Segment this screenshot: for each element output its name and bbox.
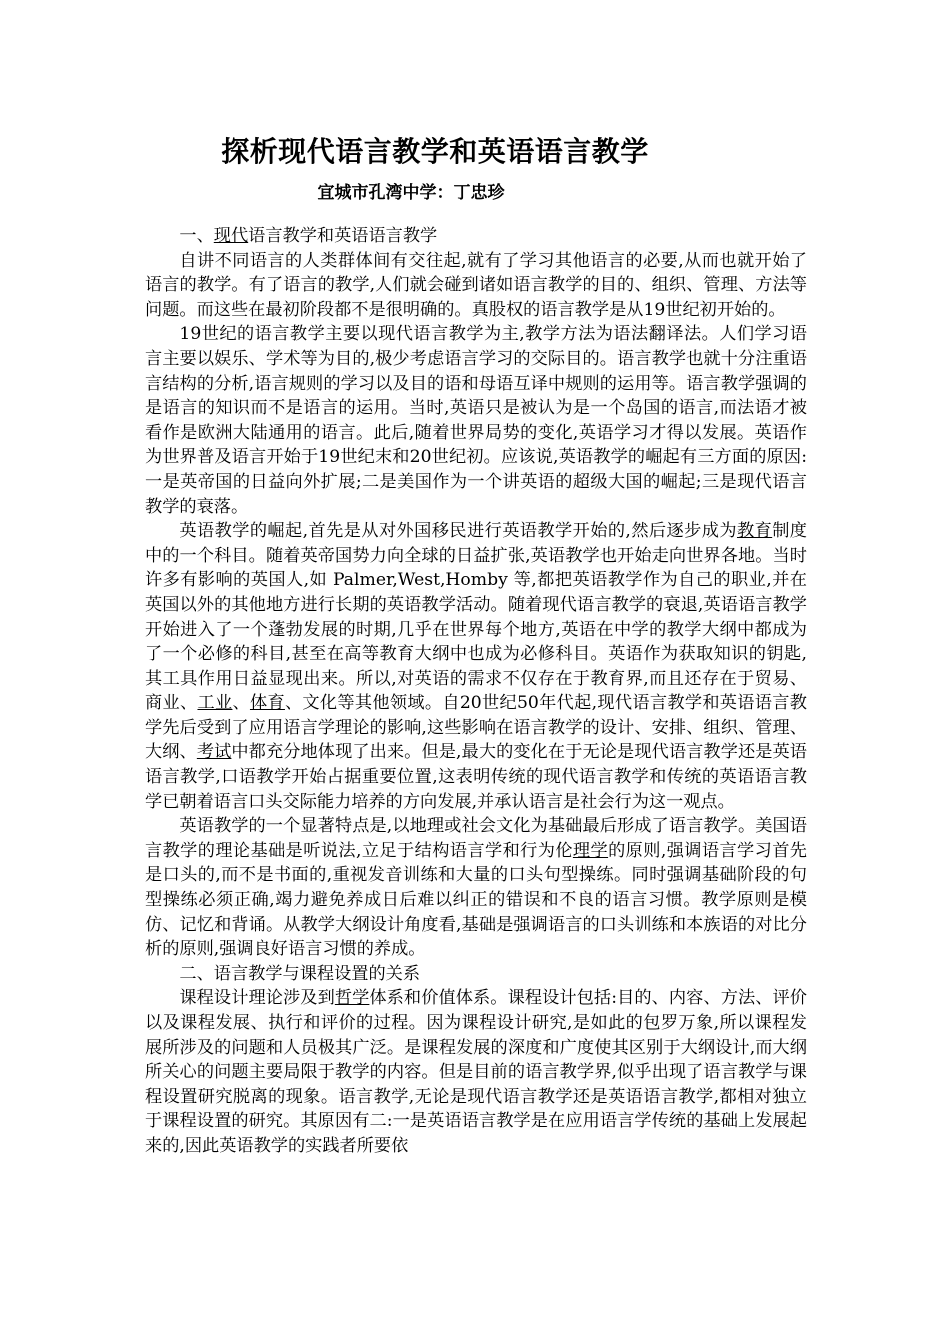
p4-text-b: 的原则,强调语言学习首先是口头的,而不是书面的,重视发音训练和大量的口头句型操练。同时强调基础阶段的句型操练必须正确,竭力避免养成日后难以纠正的错误和不良的语言习惯。教学原则是模仿、记忆和背诵。从教学大纲设计角度看,基础是强调语言的口头训练和本族语的对比分析的原则,强调良好语言习惯的养成。 xyxy=(145,840,807,960)
link-lixue[interactable]: 理学 xyxy=(572,840,609,861)
heading-1-prefix: 一、 xyxy=(179,226,214,246)
section-heading-2: 二、语言教学与课程设置的关系 xyxy=(179,963,421,984)
paragraph-1: 自讲不同语言的人类群体间有交往起,就有了学习其他语言的必要,从而也就开始了语言的教学。有了语言的教学,人们就会碰到诸如语言教学的目的、组织、管理、方法等问题。而这些在最初阶段都不是很明确的。真股权的语言教学是从19世纪初开始的。 xyxy=(145,250,807,320)
paragraph-3 xyxy=(145,519,807,814)
p4-text-a: 英语教学的一个显著特点是,以地理或社会文化为基础最后形成了语言教学。美国语言教学的理论基础是听说法,立足于结构语言学和行为伦 xyxy=(145,816,807,861)
link-kaoshi[interactable]: 考试 xyxy=(196,742,232,763)
link-xiandai[interactable]: 现代 xyxy=(213,226,249,246)
p3-text-e: 中都充分地体现了出来。但是,最大的变化在于无论是现代语言教学还是英语语言教学,口语教学开始占据重要位置,这表明传统的现代语言教学和传统的英语语言教学已朝着语言口头交际能力培养的方向发展,并承认语言是社会行为这一观点。 xyxy=(145,742,807,812)
document-body xyxy=(145,224,807,1159)
link-tiyu[interactable]: 体育 xyxy=(249,693,285,714)
p3-text-b: 制度中的一个科目。随着英帝国势力向全球的日益扩张,英语教学也开始走向世界各地。当时许多有影响的英国人,如 Palmer,West,Homby 等,都把英语教学作为自己的职业,并在英国以外的其他地方进行长期的英语教学活动。随着现代语言教学的衰退,英语语言教学开始进入了一个蓬勃发展的时期,几乎在世界每个地方,英语在中学的教学大纲中都成为了一个必修的科目,甚至在高等教育大纲中也成为必修科目。英语作为获取知识的钥匙,其工具作用日益显现出来。所以,对英语的需求不仅存在于教育界,而且还存在于贸易、商业、 xyxy=(145,521,807,714)
p3-text-c: 、 xyxy=(232,693,250,714)
document-author: 宜城市孔湾中学：丁忠珍 xyxy=(317,183,505,203)
document-title: 探析现代语言教学和英语语言教学 xyxy=(221,135,649,168)
paragraph-2: 19世纪的语言教学主要以现代语言教学为主,教学方法为语法翻译法。人们学习语言主要以娱乐、学术等为目的,极少考虑语言学习的交际目的。语言教学也就十分注重语言结构的分析,语言规则的学习以及目的语和母语互译中规则的运用等。语言教学强调的是语言的知识而不是语言的运用。当时,英语只是被认为是一个岛国的语言,而法语才被看作是欧洲大陆通用的语言。此后,随着世界局势的变化,英语学习才得以发展。英语作为世界普及语言开始于19世纪末和20世纪初。应该说,英语教学的崛起有三方面的原因:一是英帝国的日益向外扩展;二是美国作为一个讲英语的超级大国的崛起;三是现代语言教学的衰落。 xyxy=(145,324,807,517)
section-heading-1 xyxy=(145,224,807,249)
p3-text-d: 、文化等其他领域。自20世纪50年代起,现代语言教学和英语语言教学先后受到了应用语言学理论的影响,这些影响在语言教学的设计、安排、组织、管理、大纲、 xyxy=(145,693,807,763)
p5-text-b: 体系和价值体系。课程设计包括:目的、内容、方法、评价以及课程发展、执行和评价的过程。因为课程设计研究,是如此的包罗万象,所以课程发展所涉及的问题和人员极其广泛。是课程发展的深度和广度使其区别于大纲设计,而大纲所关心的问题主要局限于教学的内容。但是目前的语言教学界,似乎出现了语言教学与课程设置研究脱离的现象。语言教学,无论是现代语言教学还是英语语言教学,都相对独立于课程设置的研究。其原因有二:一是英语语言教学是在应用语言学传统的基础上发展起来的,因此英语教学的实践者所要依 xyxy=(145,988,807,1156)
p5-text-a: 课程设计理论涉及到 xyxy=(179,988,335,1009)
link-gongye[interactable]: 工业 xyxy=(197,693,233,714)
paragraph-5 xyxy=(145,986,807,1158)
link-jiaoyu[interactable]: 教育 xyxy=(736,521,773,542)
paragraph-4 xyxy=(145,814,807,962)
link-zhexue[interactable]: 哲学 xyxy=(334,988,370,1009)
p3-text-a: 英语教学的崛起,首先是从对外国移民进行英语教学开始的,然后逐步成为 xyxy=(179,521,737,542)
heading-1-suffix: 语言教学和英语语言教学 xyxy=(248,226,438,246)
